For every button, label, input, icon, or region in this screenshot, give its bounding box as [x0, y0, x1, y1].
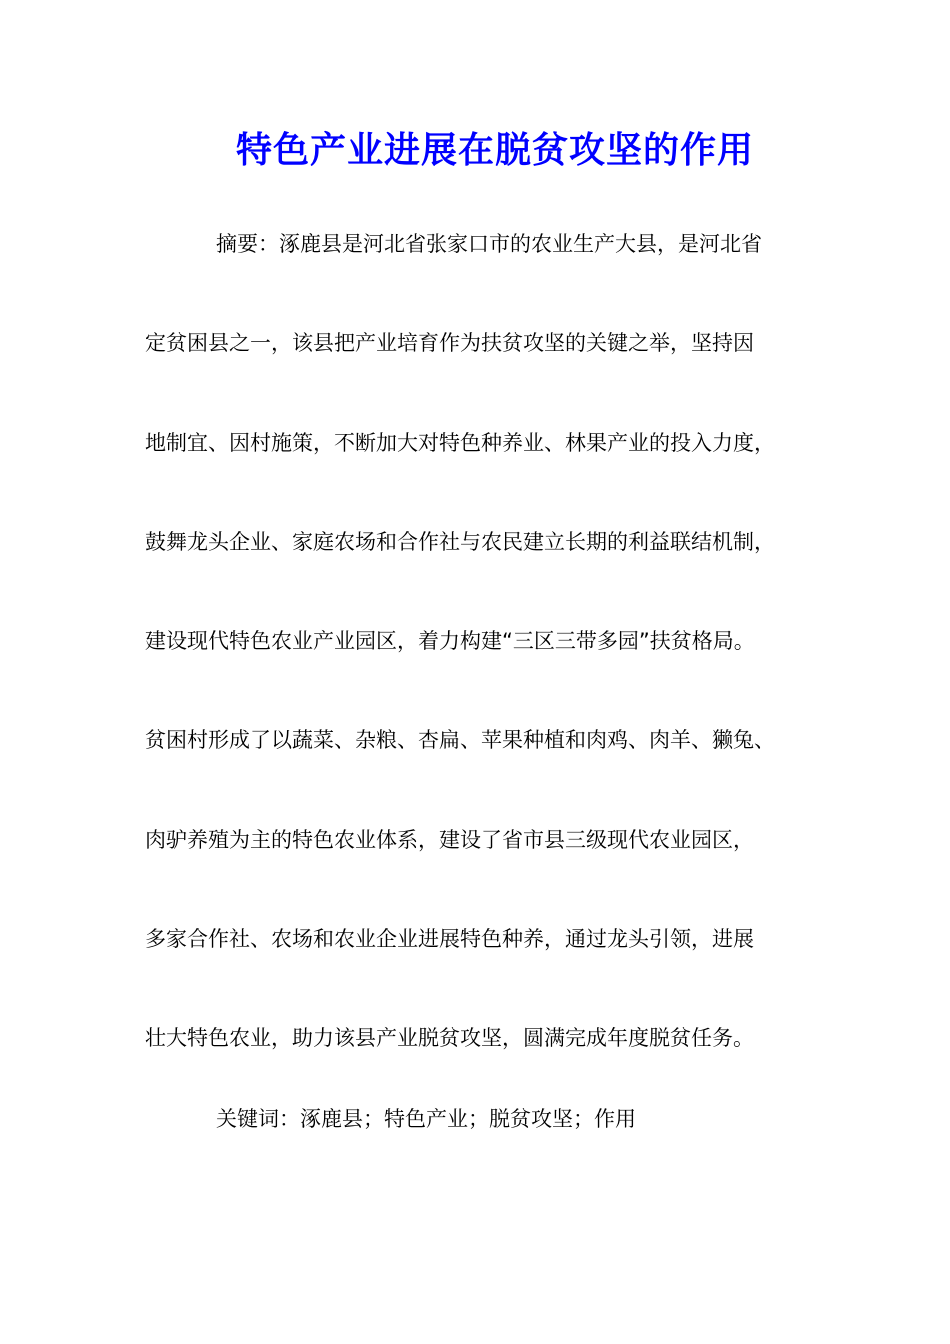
keywords-line: 关键词：涿鹿县；特色产业；脱贫攻坚；作用 — [216, 1107, 636, 1131]
abstract-line-2: 定贫困县之一，该县把产业培育作为扶贫攻坚的关键之举，坚持因 — [145, 331, 754, 355]
abstract-line-9: 壮大特色农业，助力该县产业脱贫攻坚，圆满完成年度脱贫任务。 — [145, 1026, 754, 1050]
abstract-line-4: 鼓舞龙头企业、家庭农场和合作社与农民建立长期的利益联结机制， — [145, 530, 775, 554]
abstract-line-8: 多家合作社、农场和农业企业进展特色种养，通过龙头引领，进展 — [145, 927, 754, 951]
abstract-line-5: 建设现代特色农业产业园区，着力构建“三区三带多园”扶贫格局。 — [145, 629, 755, 653]
abstract-line-7: 肉驴养殖为主的特色农业体系，建设了省市县三级现代农业园区， — [145, 828, 754, 852]
abstract-line-6: 贫困村形成了以蔬菜、杂粮、杏扁、苹果种植和肉鸡、肉羊、獭兔、 — [145, 728, 775, 752]
abstract-line-1: 摘要：涿鹿县是河北省张家口市的农业生产大县，是河北省 — [216, 232, 762, 256]
abstract-line-3: 地制宜、因村施策，不断加大对特色种养业、林果产业的投入力度， — [145, 431, 775, 455]
document-title: 特色产业进展在脱贫攻坚的作用 — [235, 129, 754, 171]
